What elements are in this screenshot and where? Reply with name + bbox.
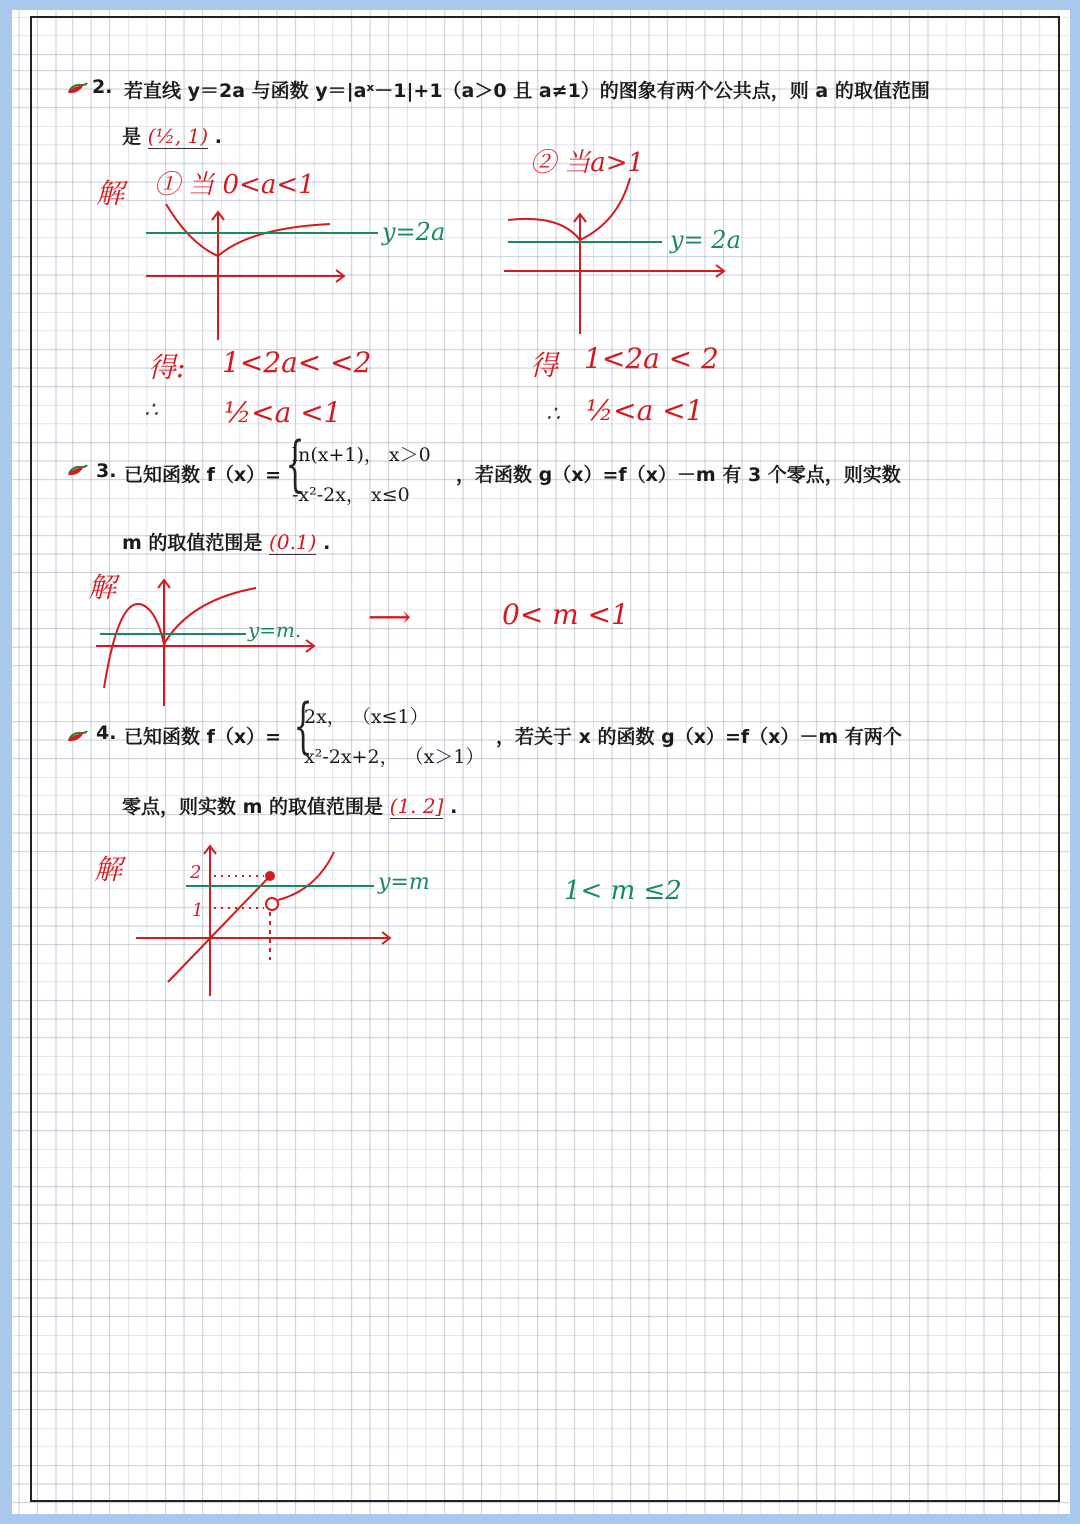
q4-parabola [278, 852, 334, 900]
q4-case-a: 2x， （x≤1） [304, 706, 429, 728]
q2-answer: (½, 1) [147, 124, 209, 148]
q4-solve-label: 解 [94, 853, 123, 886]
q2-get2-expression: 1<2a < 2 [584, 342, 719, 375]
q2-text-prefix: 是 [122, 126, 142, 148]
q2-therefore-2: ∴ [546, 402, 560, 427]
q2-result-2: ½<a <1 [586, 394, 704, 427]
q3-text2-suffix: . [323, 532, 331, 554]
q2-g1-line-label: y=2a [382, 218, 446, 246]
q2-get1-expression: 1<2a< <2 [222, 346, 372, 379]
q3-text2-prefix: m 的取值范围是 [122, 532, 263, 554]
q4-text2-prefix: 零点，则实数 m 的取值范围是 [122, 796, 384, 818]
q4-line-2x [168, 876, 270, 982]
q4-tick-1: 1 [192, 900, 204, 921]
q2-result-1: ½<a <1 [224, 396, 342, 429]
q2-solve-label: 解 [96, 177, 125, 210]
q4-line-label: y=m [378, 870, 430, 895]
q3-text-prefix: 已知函数 f（x）= [124, 464, 282, 486]
q2-number: 2. [92, 76, 113, 98]
q4-number: 4. [96, 722, 117, 744]
q2-question-text: 若直线 y＝2a 与函数 y＝|aˣ－1|+1（a＞0 且 a≠1）的图象有两个公共点，则 a 的取值范围 [124, 80, 930, 102]
q4-open-point [266, 898, 278, 910]
q3-arrow: ⟶ [368, 600, 412, 635]
q2-therefore-1: ∴ [144, 398, 158, 423]
q3-case-a: ln(x+1)， x＞0 [292, 444, 431, 466]
q3-answer: (0.1) [269, 530, 317, 554]
q4-brace: { [293, 691, 313, 761]
q4-result: 1< m ≤2 [564, 876, 682, 906]
q4-closed-point [265, 871, 275, 881]
q3-result: 0< m <1 [502, 598, 629, 631]
q2-get1-label: 得: [148, 351, 186, 384]
q4-tick-2: 2 [190, 862, 202, 883]
q2-text-suffix: . [214, 126, 222, 148]
q2-case2-label: ② 当a>1 [530, 148, 645, 178]
q3-number: 3. [96, 460, 117, 482]
q4-answer: (1. 2] [389, 794, 444, 818]
q4-text-suffix: ，若关于 x 的函数 g（x）=f（x）－m 有两个 [496, 726, 902, 748]
q3-solve-label: 解 [88, 571, 117, 604]
q2-g2-line-label: y= 2a [670, 226, 741, 254]
q4-text2-suffix: . [450, 796, 458, 818]
q3-case-b: -x²-2x， x≤0 [292, 484, 410, 506]
q3-text-suffix: ，若函数 g（x）=f（x）－m 有 3 个零点，则实数 [456, 464, 901, 486]
q2-case1-label: ① 当 0<a<1 [154, 170, 315, 200]
q3-line-label: y=m. [248, 618, 302, 642]
q4-text-prefix: 已知函数 f（x）= [124, 726, 282, 748]
q4-case-b: x²-2x+2， （x＞1） [304, 746, 485, 768]
q2-get2-label: 得 [530, 349, 559, 382]
q3-brace: { [285, 429, 305, 499]
